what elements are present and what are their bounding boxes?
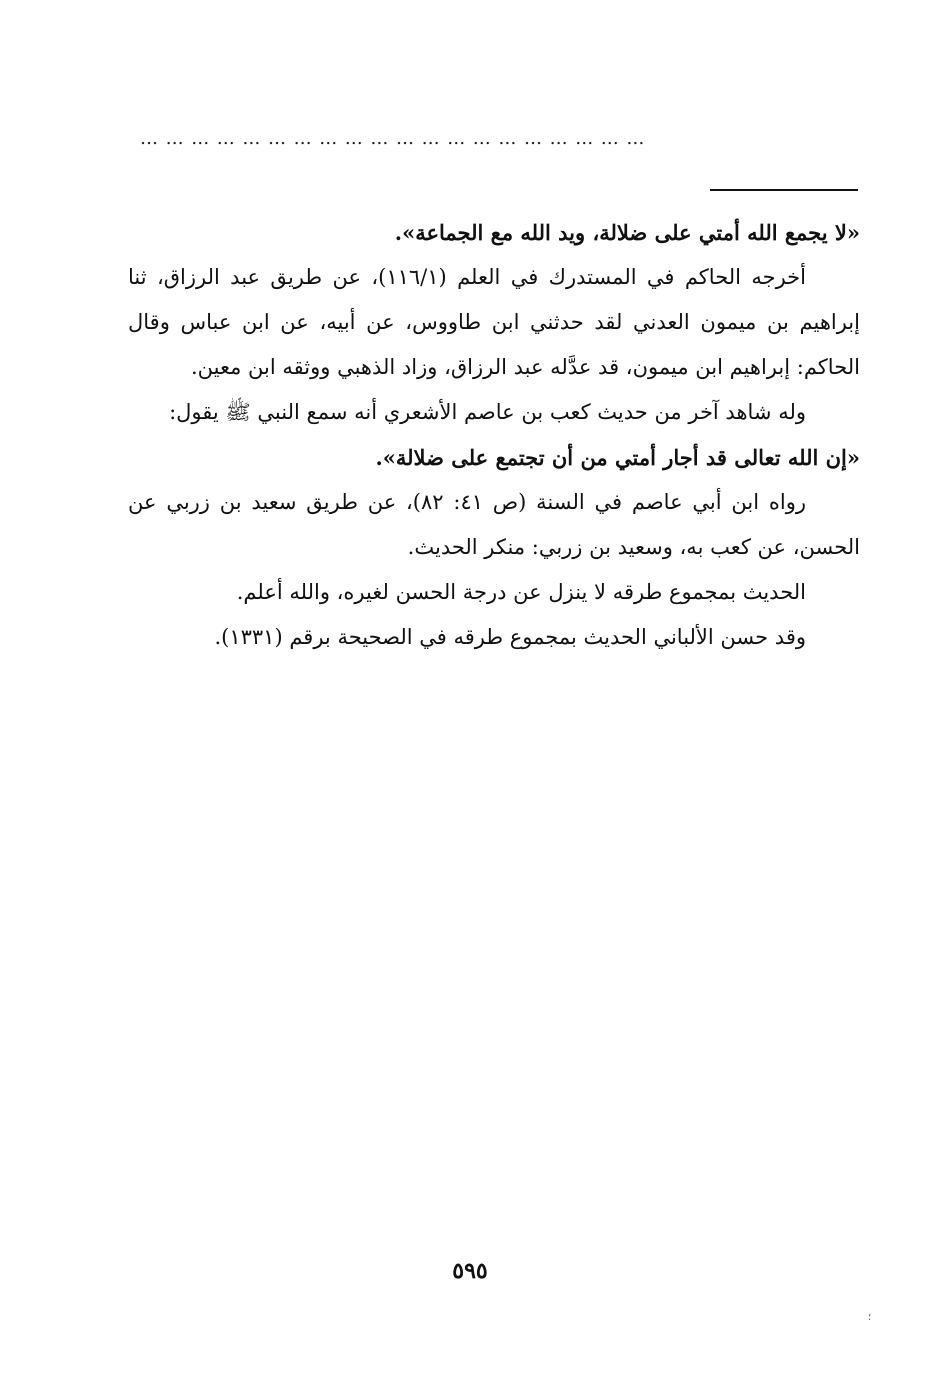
- page-number: ٥٩٥: [452, 1258, 488, 1284]
- hadith-quote-2: «إن الله تعالى قد أجار أمتي من أن تجتمع على ضلالة».: [375, 445, 860, 470]
- paragraph-shahid: وله شاهد آخر من حديث كعب بن عاصم الأشعري أنه سمع النبي ﷺ يقول:: [169, 400, 806, 424]
- hadith-quote-1: «لا يجمع الله أمتي على ضلالة، ويد الله مع الجماعة».: [394, 220, 860, 245]
- margin-mark: ؛: [868, 1312, 872, 1323]
- dotted-separator: ……………………………………………………: [140, 128, 652, 149]
- paragraph-takhrij-hakim: أخرجه الحاكم في المستدرك في العلم (١١٦/١)، عن طريق عبد الرزاق، ثنا إبراهيم بن ميمون العدني لقد حدثني ابن طاووس، عن أبيه، عن ابن عباس وقال الحاكم: إبراهيم ابن ميمون، قد عدَّله عبد الرزاق، وزاد الذهبي ووثقه ابن معين.: [128, 265, 860, 379]
- footnote-rule: [710, 189, 858, 191]
- footnote-body: [128, 210, 860, 660]
- paragraph-ibn-abi-asim: رواه ابن أبي عاصم في السنة (ص ٤١: ٨٢)، عن طريق سعيد بن زربي عن الحسن، عن كعب به، وسعيد بن زربي: منكر الحديث.: [128, 490, 860, 559]
- paragraph-hukm: الحديث بمجموع طرقه لا ينزل عن درجة الحسن لغيره، والله أعلم.: [236, 580, 806, 604]
- paragraph-albani: وقد حسن الألباني الحديث بمجموع طرقه في الصحيحة برقم (١٣٣١).: [214, 625, 806, 649]
